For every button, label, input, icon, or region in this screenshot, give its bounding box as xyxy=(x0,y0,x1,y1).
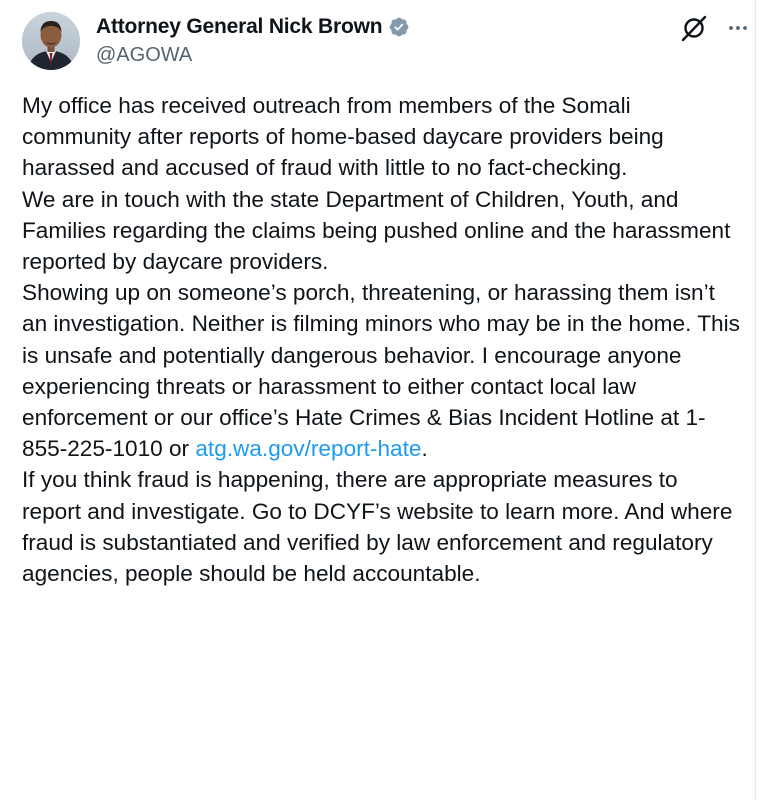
author-names xyxy=(96,14,410,67)
author-display-name[interactable]: Attorney General Nick Brown xyxy=(96,15,383,38)
paragraph-3-text: Showing up on someone’s porch, threatening, or harassing them isn’t an investigation. Neither is filming minors who may be in the home. This is unsafe and potentially dangerous behavior. I encourage anyone experiencing threats or harassment to either contact local law enforcement or our office’s Hate Crimes & Bias Incident Hotline at 1-855-225-1010 or xyxy=(22,280,740,462)
profile-photo-icon xyxy=(22,12,80,70)
column-divider xyxy=(755,0,756,800)
report-hate-link[interactable]: atg.wa.gov/report-hate xyxy=(195,436,422,462)
tweet-paragraph-4: If you think fraud is happening, there are appropriate measures to report and investigate. Go to DCYF’s website to learn more. And where fraud is substantiated and verified by law enforcement and regulatory agencies, people should be held accountable. xyxy=(22,467,733,587)
tweet-paragraph-3 xyxy=(22,277,742,464)
author-handle[interactable]: @AGOWA xyxy=(96,44,193,66)
avatar[interactable] xyxy=(22,12,80,70)
tweet-top-actions xyxy=(680,14,750,42)
more-horizontal-icon[interactable] xyxy=(726,16,750,40)
paragraph-3-period: . xyxy=(421,436,428,462)
verified-badge-icon[interactable] xyxy=(388,16,410,38)
tweet-paragraph-2: We are in touch with the state Department of Children, Youth, and Families regarding the claims being pushed online and the harassment reported by daycare providers. xyxy=(22,186,731,275)
grok-icon[interactable] xyxy=(680,14,708,42)
tweet-body xyxy=(22,90,742,589)
tweet-paragraph-1: My office has received outreach from members of the Somali community after reports of home-based daycare providers being harassed and accused of fraud with little to no fact-checking. xyxy=(22,93,664,181)
display-name-row xyxy=(96,14,410,40)
tweet-header xyxy=(22,12,750,70)
